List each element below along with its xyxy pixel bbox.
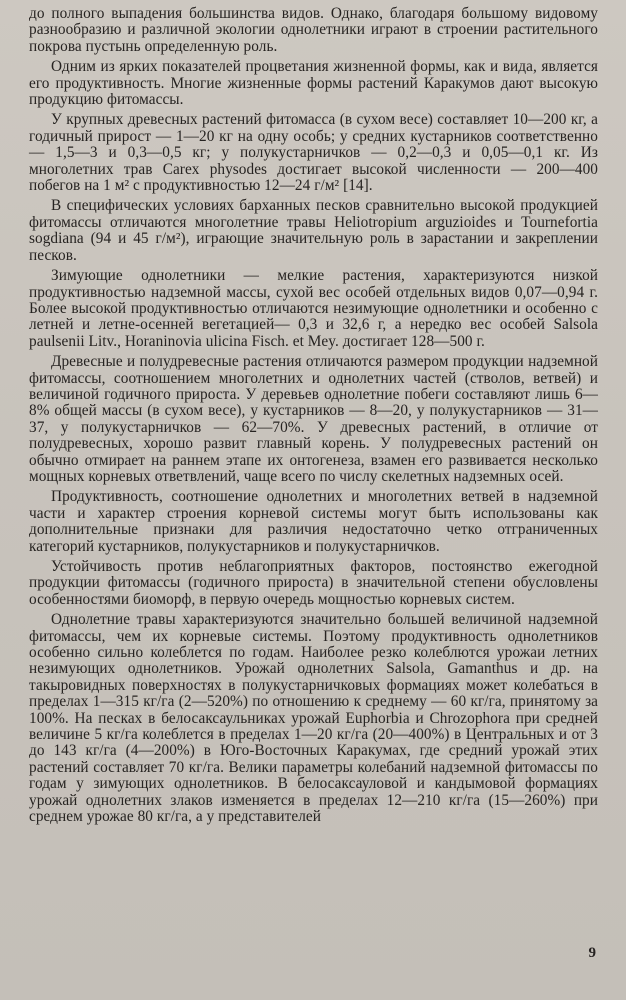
page-number: 9 [588,945,596,961]
paragraph-5: Зимующие однолетники — мелкие растения, характеризуются низкой продуктивностью надземной массы, сухой вес особей отдельных видов 0,07—0,94 г. Более высокой продуктивностью отличаются незимующие однолетники и особенно с летней и летне-осенней вегетацией— 0,3 и 32,6 г, а нередко вес особей Salsola paulsenii Litv., Horaninovia ulicina Fisch. et Mey. достигает 128—500 г. [29,267,598,350]
paragraph-6: Древесные и полудревесные растения отличаются размером продукции надземной фитомассы, соотношением многолетних и однолетних частей (стволов, ветвей) и величиной годичного прироста. У деревьев однолетние побеги составляют лишь 6—8% общей массы (в сухом весе), у кустарников — 8—20, у полукустарников — 31—37, у полукустарничков — 62—70%. У древесных растений, в отличие от полудревесных, хорошо развит главный корень. У полудревесных растений он обычно отмирает на раннем этапе их онтогенеза, взамен его развивается несколько мощных корневых ответвлений, чаще всего по числу скелетных надземных осей. [29,353,598,485]
paragraph-3: У крупных древесных растений фитомасса (в сухом весе) составляет 10—200 кг, а годичный прирост — 1—20 кг на одну особь; у средних кустарников соответственно — 1,5—3 и 0,3—0,5 кг; у полукустарничков — 0,2—0,3 и 0,05—0,1 кг. Из многолетних трав Carex physodes достигает высокой численности — 200—400 побегов на 1 м² с продуктивностью 12—24 г/м² [14]. [29,111,598,195]
paragraph-4: В специфических условиях барханных песков сравнительно высокой продукцией фитомассы отличаются многолетние травы Heliotropium arguzioides и Tournefortia sogdiana (94 и 45 г/м²), играющие значительную роль в зарастании и закреплении песков. [29,197,598,264]
paragraph-7: Продуктивность, соотношение однолетних и многолетних ветвей в надземной части и характер строения корневой системы могут быть использованы как дополнительные признаки для различия недостаточно четко отграниченных категорий кустарников, полукустарников и полукустарничков. [29,488,598,555]
paragraph-8: Устойчивость против неблагоприятных факторов, постоянство ежегодной продукции фитомассы (годичного прироста) в значительной степени обусловлены особенностями биоморф, в первую очередь мощностью корневых систем. [29,558,598,608]
paragraph-1: до полного выпадения большинства видов. Однако, благодаря большому видовому разнообразию и различной экологии однолетники играют в строении растительного покрова пустынь определенную роль. [29,5,598,55]
paragraph-2: Одним из ярких показателей процветания жизненной формы, как и вида, является его продуктивность. Многие жизненные формы растений Каракумов дают высокую продукцию фитомассы. [29,58,598,109]
paragraph-9: Однолетние травы характеризуются значительно большей величиной надземной фитомассы, чем их корневые системы. Поэтому продуктивность однолетников особенно сильно колеблется по годам. Наиболее резко колеблются урожаи летних незимующих однолетников. Урожай однолетних Salsola, Gamanthus и др. на такыровидных поверхностях в полукустарничковых формациях может колебаться в пределах 1—315 кг/га (2—520%) по отношению к среднему — 60 кг/га, принятому за 100%. На песках в белосаксаульниках урожай Euphorbia и Chrozophora при средней величине 5 кг/га колеблется в пределах 1—20 кг/га (20—400%) в Центральных и от 3 до 143 кг/га (4—200%) в Юго-Восточных Каракумах, где средний урожай этих растений составляет 70 кг/га. Велики параметры колебаний надземной фитомассы по годам у зимующих однолетников. В белосаксауловой и кандымовой формациях урожай однолетних злаков изменяется в пределах 12—210 кг/га (15—260%) при среднем урожае 80 кг/га, а у представителей [29,611,598,826]
